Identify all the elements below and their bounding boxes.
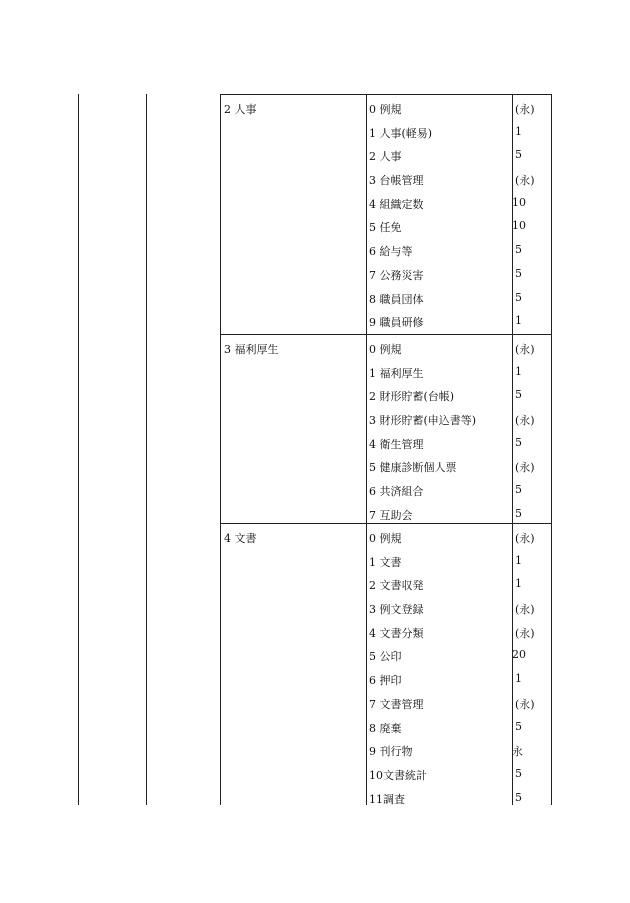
row-period: 5 — [515, 719, 522, 733]
table-row — [366, 285, 551, 309]
table-row — [366, 690, 551, 714]
table-border-col3 — [220, 94, 221, 805]
table-row — [366, 501, 551, 525]
section-rows — [366, 335, 551, 525]
row-item: 6 給与等 — [369, 245, 413, 259]
row-period: 5 — [515, 266, 522, 280]
row-item: 4 衛生管理 — [369, 437, 424, 451]
table-row — [366, 190, 551, 214]
row-period: 20 — [512, 648, 526, 662]
table-row — [366, 477, 551, 501]
table-row — [366, 382, 551, 406]
row-period: 5 — [515, 388, 522, 402]
row-item: 1 人事(軽易) — [369, 126, 433, 140]
row-period: 1 — [515, 672, 522, 686]
row-item: 0 例規 — [369, 532, 402, 545]
row-period: 10 — [512, 195, 526, 209]
row-period: 5 — [515, 243, 522, 257]
row-item: 4 文書分類 — [369, 626, 424, 640]
row-item: 7 公務災害 — [369, 268, 424, 282]
row-item: 5 任免 — [369, 221, 402, 235]
table-row — [366, 453, 551, 477]
section-title: 4 文書 — [224, 532, 257, 545]
row-period: 5 — [515, 766, 522, 780]
row-period: 5 — [515, 290, 522, 304]
row-item: 9 刊行物 — [369, 745, 413, 759]
row-period: (永) — [515, 103, 535, 116]
table-border-right — [551, 94, 552, 805]
row-period: 5 — [515, 483, 522, 497]
table-row — [366, 524, 551, 548]
row-item: 3 例文登録 — [369, 603, 424, 617]
row-period: (永) — [515, 461, 535, 475]
row-period: (永) — [515, 603, 535, 617]
row-item: 8 廃棄 — [369, 721, 402, 735]
row-item: 6 共済組合 — [369, 485, 424, 499]
row-period: 5 — [515, 506, 522, 520]
row-item: 2 文書収発 — [369, 579, 424, 593]
row-item: 0 例規 — [369, 103, 402, 116]
row-period: (永) — [515, 174, 535, 188]
row-period: (永) — [515, 532, 535, 545]
row-item: 2 財形貯蓄(台帳) — [369, 390, 455, 404]
table-row — [366, 761, 551, 785]
section-title: 3 福利厚生 — [224, 343, 279, 356]
table-row — [366, 642, 551, 666]
row-period: (永) — [515, 626, 535, 640]
row-period: 1 — [515, 124, 522, 138]
section-title: 2 人事 — [224, 103, 257, 116]
table-row — [366, 335, 551, 359]
section-rows — [366, 95, 551, 332]
table-row — [366, 737, 551, 761]
row-item: 6 押印 — [369, 674, 402, 688]
table-row — [366, 430, 551, 454]
row-period: 1 — [515, 553, 522, 567]
row-period: (永) — [515, 343, 535, 356]
row-item: 2 人事 — [369, 150, 402, 164]
row-period: 永 — [512, 745, 523, 759]
table-row — [366, 619, 551, 643]
row-item: 4 組織定数 — [369, 197, 424, 211]
row-item: 9 職員研修 — [369, 316, 424, 330]
table-row — [366, 571, 551, 595]
table-row — [366, 785, 551, 809]
row-period: 5 — [515, 435, 522, 449]
table-row — [366, 119, 551, 143]
row-item: 1 文書 — [369, 555, 402, 569]
row-period: 1 — [515, 314, 522, 328]
row-item: 7 互助会 — [369, 508, 413, 522]
row-item: 1 福利厚生 — [369, 366, 424, 380]
row-period: 10 — [512, 219, 526, 233]
row-period: 5 — [515, 148, 522, 162]
row-item: 10文書統計 — [369, 768, 427, 782]
row-period: 5 — [515, 790, 522, 804]
row-item: 11調査 — [369, 792, 405, 806]
row-item: 7 文書管理 — [369, 697, 424, 711]
table-row — [366, 548, 551, 572]
table-row — [366, 359, 551, 383]
table-row — [366, 142, 551, 166]
table-row — [366, 166, 551, 190]
row-item: 3 台帳管理 — [369, 174, 424, 188]
row-item: 3 財形貯蓄(申込書等) — [369, 414, 477, 428]
row-period: 1 — [515, 577, 522, 591]
table-border-col2 — [146, 94, 147, 805]
row-period: (永) — [515, 697, 535, 711]
row-item: 0 例規 — [369, 343, 402, 356]
table-row — [366, 595, 551, 619]
table-row — [366, 95, 551, 119]
table-row — [366, 714, 551, 738]
table-border-left — [78, 94, 79, 805]
row-item: 5 公印 — [369, 650, 402, 664]
table-row — [366, 213, 551, 237]
table-row — [366, 261, 551, 285]
table-row — [366, 237, 551, 261]
row-period: 1 — [515, 364, 522, 378]
row-item: 8 職員団体 — [369, 292, 424, 306]
table-row — [366, 666, 551, 690]
table-row — [366, 406, 551, 430]
table-row — [366, 308, 551, 332]
section-rows — [366, 524, 551, 808]
row-period: (永) — [515, 414, 535, 428]
row-item: 5 健康診断個人票 — [369, 461, 457, 475]
